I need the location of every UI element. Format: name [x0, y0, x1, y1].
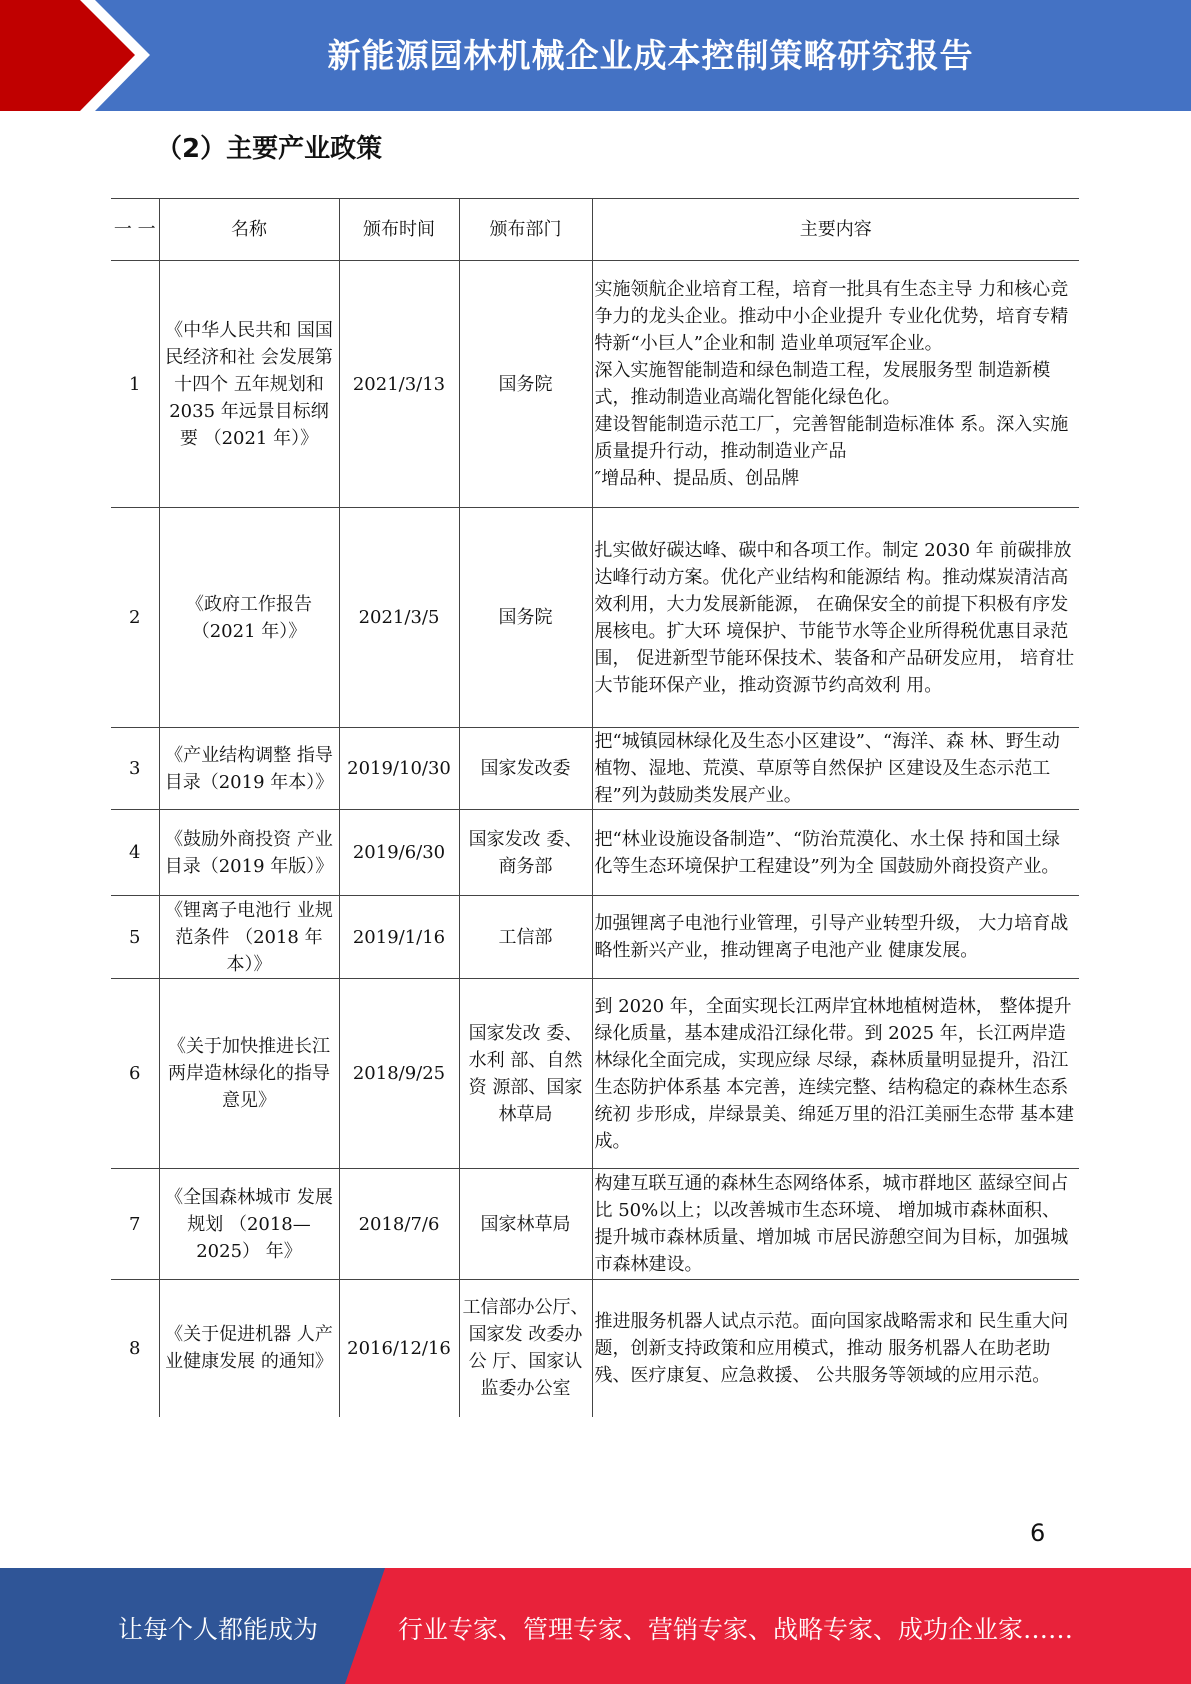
- page-number: 6: [1030, 1519, 1046, 1547]
- policy-content: [592, 261, 1079, 508]
- policy-name: 《鼓励外商投资 产业目录（2019 年版）》: [159, 810, 339, 896]
- row-number: 2: [111, 508, 159, 728]
- policy-content: [592, 508, 1079, 728]
- policy-department: 工信部办公厅、国家发 改委办公 厅、国家认 监委办公室: [459, 1280, 592, 1417]
- policy-name: 《锂离子电池行 业规范条件 （2018 年本）》: [159, 896, 339, 979]
- row-number: 7: [111, 1169, 159, 1280]
- footer-slogan-right: 行业专家、管理专家、营销专家、战略专家、成功企业家……: [398, 1615, 1074, 1644]
- policy-date: 2021/3/13: [339, 261, 459, 508]
- policy-name: 《关于加快推进长江两岸造林绿化的指导意见》: [159, 979, 339, 1169]
- policy-date: 2016/12/16: [339, 1280, 459, 1417]
- policy-department: 国家发改委: [459, 728, 592, 810]
- table-row: [111, 810, 1079, 896]
- policy-content: [592, 728, 1079, 810]
- policy-content-paragraph: 到 2020 年，全面实现长江两岸宜林地植树造林， 整体提升绿化质量，基本建成沿江绿化带。到 2025 年，长江两岸造林绿化全面完成，实现应绿 尽绿，森林质量明显提升，沿江生态防护体系基 本完善，连续完整、结构稳定的森林生态系统初 步形成，岸绿景美、绵延万里的沿江美丽生态带 基本建成。: [594, 995, 1074, 1152]
- row-number: 3: [111, 728, 159, 810]
- policy-content-paragraph: 把“林业设施设备制造”、“防治荒漠化、水土保 持和国土绿化等生态环境保护工程建设”列为全 国鼓励外商投资产业。: [594, 828, 1060, 877]
- policy-content: [592, 810, 1079, 896]
- policy-date: 2019/10/30: [339, 728, 459, 810]
- table-row: [111, 261, 1079, 508]
- table-row: [111, 896, 1079, 979]
- report-title: 新能源园林机械企业成本控制策略研究报告: [327, 36, 974, 75]
- policy-date: 2021/3/5: [339, 508, 459, 728]
- header-content: 主要内容: [592, 199, 1079, 261]
- policy-department: 国务院: [459, 261, 592, 508]
- header-name: 名称: [159, 199, 339, 261]
- header-date: 颁布时间: [339, 199, 459, 261]
- policy-content-paragraph: ″增品种、提品质、创品牌: [594, 468, 800, 489]
- footer-slogan-left: 让每个人都能成为: [118, 1615, 319, 1644]
- table-row: [111, 728, 1079, 810]
- policy-name: 《中华人民共和 国国民经济和社 会发展第十四个 五年规划和 2035 年远景目标纲要 （2021 年）》: [159, 261, 339, 508]
- row-number: 1: [111, 261, 159, 508]
- row-number: 4: [111, 810, 159, 896]
- policy-name: 《产业结构调整 指导目录（2019 年本）》: [159, 728, 339, 810]
- policy-content-paragraph: 构建互联互通的森林生态网络体系，城市群地区 蓝绿空间占比 50%以上；以改善城市生态环境、 增加城市森林面积、提升城市森林质量、增加城 市居民游憩空间为目标，加强城市森林建设。: [594, 1173, 1069, 1275]
- row-number: 6: [111, 979, 159, 1169]
- policy-department: 国家发改 委、商务部: [459, 810, 592, 896]
- policy-table: [111, 198, 1079, 1417]
- header-dept: 颁布部门: [459, 199, 592, 261]
- row-number: 5: [111, 896, 159, 979]
- row-number: 8: [111, 1280, 159, 1417]
- policy-name: 《关于促进机器 人产业健康发展 的通知》: [159, 1280, 339, 1417]
- policy-content: [592, 1169, 1079, 1280]
- policy-date: 2019/1/16: [339, 896, 459, 979]
- policy-content-paragraph: 深入实施智能制造和绿色制造工程，发展服务型 制造新模式，推动制造业高端化智能化绿色化。: [594, 360, 1051, 408]
- header-no: 一 一: [111, 199, 159, 261]
- table-header-row: [111, 199, 1079, 261]
- policy-date: 2019/6/30: [339, 810, 459, 896]
- policy-department: 国家林草局: [459, 1169, 592, 1280]
- table-row: [111, 508, 1079, 728]
- policy-content: [592, 979, 1079, 1169]
- policy-department: 国务院: [459, 508, 592, 728]
- table-row: [111, 1280, 1079, 1417]
- policy-content-paragraph: 加强锂离子电池行业管理，引导产业转型升级， 大力培育战略性新兴产业，推动锂离子电池产业 健康发展。: [594, 913, 1069, 961]
- table-row: [111, 1169, 1079, 1280]
- policy-content-paragraph: 建设智能制造示范工厂，完善智能制造标准体 系。深入实施质量提升行动，推动制造业产品: [594, 414, 1069, 462]
- policy-date: 2018/9/25: [339, 979, 459, 1169]
- policy-department: 国家发改 委、水利 部、自然资 源部、国家林草局: [459, 979, 592, 1169]
- policy-department: 工信部: [459, 896, 592, 979]
- policy-name: 《全国森林城市 发展规划 （2018—2025） 年》: [159, 1169, 339, 1280]
- policy-table-body: [111, 261, 1079, 1417]
- policy-content-paragraph: 实施领航企业培育工程，培育一批具有生态主导 力和核心竞争力的龙头企业。推动中小企业提升 专业化优势，培育专精特新“小巨人”企业和制 造业单项冠军企业。: [594, 279, 1069, 354]
- policy-content-paragraph: 扎实做好碳达峰、碳中和各项工作。制定 2030 年 前碳排放达峰行动方案。优化产业结构和能源结 构。推动煤炭清洁高效利用，大力发展新能源， 在确保安全的前提下积极有序发展核电。扩大环 境保护、节能节水等企业所得税优惠目录范围， 促进新型节能环保技术、装备和产品研发应用， 培育壮大节能环保产业，推动资源节约高效利 用。: [594, 539, 1074, 696]
- policy-content-paragraph: 推进服务机器人试点示范。面向国家战略需求和 民生重大问题，创新支持政策和应用模式，推动 服务机器人在助老助残、医疗康复、应急救援、 公共服务等领域的应用示范。: [594, 1310, 1069, 1386]
- header-banner: [0, 0, 1191, 111]
- policy-content-paragraph: 把“城镇园林绿化及生态小区建设”、“海洋、森 林、野生动植物、湿地、荒漠、草原等自然保护 区建设及生态示范工程”列为鼓励类发展产业。: [594, 731, 1060, 806]
- section-title: （2）主要产业政策: [156, 134, 383, 164]
- policy-content: [592, 896, 1079, 979]
- table-row: [111, 979, 1079, 1169]
- policy-name: 《政府工作报告（2021 年）》: [159, 508, 339, 728]
- policy-content: [592, 1280, 1079, 1417]
- policy-date: 2018/7/6: [339, 1169, 459, 1280]
